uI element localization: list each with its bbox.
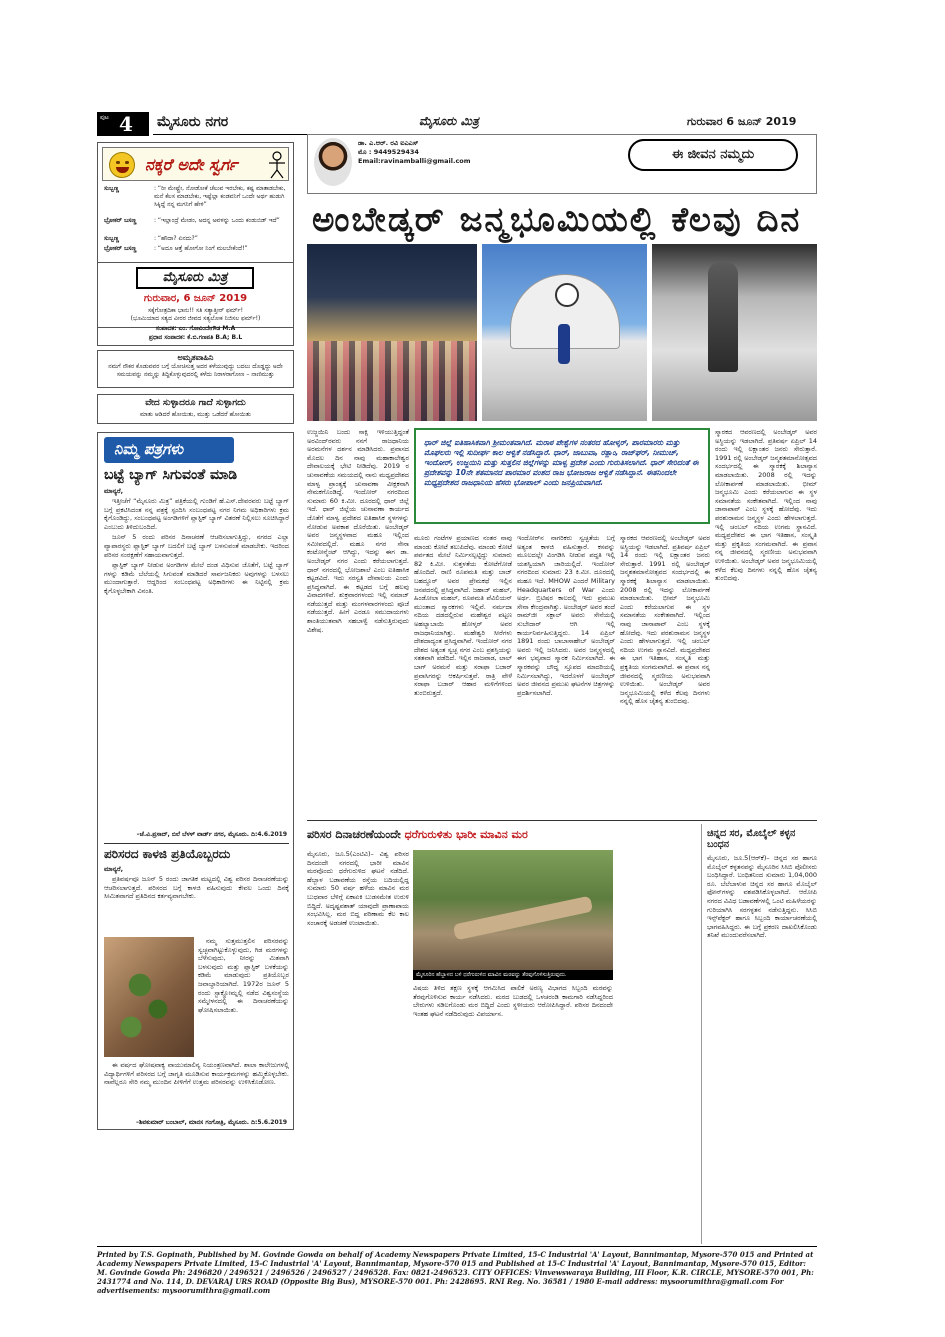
letter-signature: –ಶಿವಕುಮಾರ್ ಬಂಬಾಲ್, ಮಾನಸ ಗಂಗೋತ್ರಿ, ಮೈಸೂರು. ದಿ:5.6.2019 [135,1119,287,1126]
letters-banner-title: ನಿಮ್ಮ ಪತ್ರಗಳು [114,440,184,458]
quote-title: ಅಮೃತವಾಹಿನಿ [177,353,214,362]
main-headline: ಅಂಬೇಡ್ಕರ್ ಜನ್ಮಭೂಮಿಯಲ್ಲಿ ಕೆಲವು ದಿನ [312,200,802,240]
proverb-text: ಮಾತು ಆಡಿದರೆ ಹೋಯಿತು, ಮುತ್ತು ಒಡೆದರೆ ಹೋಯಿತು [140,411,251,418]
header-date: ಗುರುವಾರ 6 ಜೂನ್ 2019 [687,115,797,128]
tree-headline-part: ಪರಿಸರ ದಿನಾಚರಣೆಯಂದೇ [307,828,401,841]
article-column: ಸ್ಮಾರಕದ ಆವರಣದಲ್ಲಿ ಅಂಬೇಡ್ಕರ್ ಅವರ ಅಸ್ಥಿಯನ್ನು ಇಡಲಾಗಿದೆ. ಪ್ರತಿವರ್ಷ ಏಪ್ರಿಲ್ 14 ರಂದು ಇಲ್ಲಿ ಲಕ್ಷಾಂತರ ಜನರು ಸೇರುತ್ತಾರೆ. 1991 ರಲ್ಲಿ ಅಂಬೇಡ್ಕರ್ ಜನ್ಮಶತಮಾನೋತ್ಸವದ ಸಂದರ್ಭದಲ್ಲಿ ಈ ಸ್ಮಾರಕಕ್ಕೆ ಶಿಲಾನ್ಯಾಸ ಮಾಡಲಾಯಿತು. 2008 ರಲ್ಲಿ ಇದನ್ನು ಲೋಕಾರ್ಪಣೆ ಮಾಡಲಾಯಿತು. ಭೀಮ್ ಜನ್ಮಭೂಮಿ ಎಂದು ಕರೆಯಲಾಗುವ ಈ ಸ್ಥಳ ಸಮಾನತೆಯ ಸಂಕೇತವಾಗಿದೆ. ಇಲ್ಲಿಂದ ನಾವು ಜಾನಾಪಾವ್ ಎಂಬ ಸ್ಥಳಕ್ಕೆ ಹೋದೆವು. ಇದು ಪರಶುರಾಮನ ಜನ್ಮಸ್ಥಳ ಎಂದು ಹೇಳಲಾಗುತ್ತದೆ. ಇಲ್ಲಿ ಚಂಬಲ್ ನದಿಯ ಉಗಮ ಸ್ಥಾನವಿದೆ. ಮಧ್ಯಪ್ರದೇಶದ ಈ ಭಾಗ ಇತಿಹಾಸ, ಸಂಸ್ಕೃತಿ ಮತ್ತು ಪ್ರಕೃತಿಯ ಸಂಗಮವಾಗಿದೆ. ಈ ಪ್ರವಾಸ ನನ್ನ ಜೀವನದಲ್ಲಿ ಸ್ಮರಣೀಯ ಅನುಭವವಾಗಿ ಉಳಿಯಿತು. ಅಂಬೇಡ್ಕರ್ ಅವರ ಜನ್ಮಭೂಮಿಯಲ್ಲಿ ಕಳೆದ ಕೆಲವು ದಿನಗಳು ನನ್ನಲ್ಲಿ ಹೊಸ ಚೈತನ್ಯ ತುಂಬಿದವು. [715,428,817,583]
letters-banner [104,437,234,463]
article-column: ಸ್ಮಾರಕದ ಆವರಣದಲ್ಲಿ ಅಂಬೇಡ್ಕರ್ ಅವರ ಅಸ್ಥಿಯನ್ನು ಇಡಲಾಗಿದೆ. ಪ್ರತಿವರ್ಷ ಏಪ್ರಿಲ್ 14 ರಂದು ಇಲ್ಲಿ ಲಕ್ಷಾಂತರ ಜನರು ಸೇರುತ್ತಾರೆ. 1991 ರಲ್ಲಿ ಅಂಬೇಡ್ಕರ್ ಜನ್ಮಶತಮಾನೋತ್ಸವದ ಸಂದರ್ಭದಲ್ಲಿ ಈ ಸ್ಮಾರಕಕ್ಕೆ ಶಿಲಾನ್ಯಾಸ ಮಾಡಲಾಯಿತು. 2008 ರಲ್ಲಿ ಇದನ್ನು ಲೋಕಾರ್ಪಣೆ ಮಾಡಲಾಯಿತು. ಭೀಮ್ ಜನ್ಮಭೂಮಿ ಎಂದು ಕರೆಯಲಾಗುವ ಈ ಸ್ಥಳ ಸಮಾನತೆಯ ಸಂಕೇತವಾಗಿದೆ. ಇಲ್ಲಿಂದ ನಾವು ಜಾನಾಪಾವ್ ಎಂಬ ಸ್ಥಳಕ್ಕೆ ಹೋದೆವು. ಇದು ಪರಶುರಾಮನ ಜನ್ಮಸ್ಥಳ ಎಂದು ಹೇಳಲಾಗುತ್ತದೆ. ಇಲ್ಲಿ ಚಂಬಲ್ ನದಿಯ ಉಗಮ ಸ್ಥಾನವಿದೆ. ಮಧ್ಯಪ್ರದೇಶದ ಈ ಭಾಗ ಇತಿಹಾಸ, ಸಂಸ್ಕೃತಿ ಮತ್ತು ಪ್ರಕೃತಿಯ ಸಂಗಮವಾಗಿದೆ. ಈ ಪ್ರವಾಸ ನನ್ನ ಜೀವನದಲ್ಲಿ ಸ್ಮರಣೀಯ ಅನುಭವವಾಗಿ ಉಳಿಯಿತು. ಅಂಬೇಡ್ಕರ್ ಅವರ ಜನ್ಮಭೂಮಿಯಲ್ಲಿ ಕಳೆದ ಕೆಲವು ದಿನಗಳು ನನ್ನಲ್ಲಿ ಹೊಸ ಚೈತನ್ಯ ತುಂಬಿದವು. [620,534,710,706]
paragraph: ಇತ್ತೀಚೆಗೆ “ಮೈಸೂರು ಮಿತ್ರ” ಪತ್ರಿಕೆಯಲ್ಲಿ ಗುಂಡಿಗೆ ಹೆ.ಎಸ್.ದೇವರವರು ಬಟ್ಟೆ ಬ್ಯಾಗ್ ಬಗ್ಗೆ ಪ್ರಕಟಿಸಿದಂತ ನನ್ನ ಪತ್ರಕ್ಕೆ ಸ್ಪಂದಿಸಿ ಸಂಬಂಧಪಟ್ಟ ನಗರ ನಿಗಮ ಅಧಿಕಾರಿಗಳು ಕ್ರಮ ಕೈಗೊಂಡಿದ್ದು, ಸಂಬಂಧಪಟ್ಟ ಅಂಗಡಿಗಳಿಗೆ ಪ್ಲಾಸ್ಟಿಕ್ ಬ್ಯಾಗ್ ವಿತರಣೆ ನಿಲ್ಲಿಸಲು ಸೂಚಿಸಿದ್ದಾರೆ ಎಂಬುದು ತಿಳಿದುಬಂದಿದೆ. [104,497,289,531]
tree-headline [307,828,697,846]
section-name: ಮೈಸೂರು ನಗರ [157,114,229,130]
paragraph: ನಮ್ಮ ಸುತ್ತಮುತ್ತಲಿನ ಪರಿಸರವನ್ನು ಸ್ವಚ್ಛವಾಗಿಟ್ಟುಕೊಳ್ಳುವುದು, ಗಿಡ ಮರಗಳನ್ನು ಬೆಳೆಸುವುದು, ನೀರನ್ನು ಮಿತವಾಗಿ ಬಳಸುವುದು ಮತ್ತು ಪ್ಲಾಸ್ಟಿಕ್ ಬಳಕೆಯನ್ನು ಕಡಿಮೆ ಮಾಡುವುದು ಪ್ರತಿಯೊಬ್ಬರ ಜವಾಬ್ದಾರಿಯಾಗಿದೆ. 1972ರ ಜೂನ್ 5 ರಂದು ಸ್ಟಾಕ್ಹೋಮ್ನಲ್ಲಿ ನಡೆದ ವಿಶ್ವಸಂಸ್ಥೆಯ ಸಮ್ಮೇಳನದಲ್ಲಿ ಈ ದಿನಾಚರಣೆಯನ್ನು ಘೋಷಿಸಲಾಯಿತು. [198,937,289,1014]
masthead-logo: ಮೈಸೂರು ಮಿತ್ರ [136,267,254,289]
letter-signature: –ಜೆ.ವಿ.ಪ್ರಸಾದ್, ಬಿಲೆ ಬೆಳಳ್ ವಾರ್ಡ್ ನಗರ, ಮೈಸೂರು. ದಿ:4.6.2019 [136,831,287,838]
masthead-line: ಸಕ್ಕೆಗೋತ್ರದಿಕಾ ಭಾನು!! ಸತಿ ಸತ್ಯಾತ್ತೀರ್ ಫರ್ಮ್! [148,307,243,314]
masthead-box [97,262,294,346]
joke-banner [102,147,289,181]
letter-salutation: ಮಾನ್ಯರೆ, [104,865,124,873]
joke-speaker: ಸುಬ್ಬಣ್ಣ [104,235,119,242]
tree-story-column: ವಿಷಯ ತಿಳಿದ ತಕ್ಷಣ ಸ್ಥಳಕ್ಕೆ ಆಗಮಿಸಿದ ಪಾಲಿಕೆ ಅರಣ್ಯ ವಿಭಾಗದ ಸಿಬ್ಬಂದಿ ಮರವನ್ನು ತೆರವುಗೊಳಿಸುವ ಕಾರ್ಯ ನಡೆಸಿದರು. ಮರದ ಬುಡದಲ್ಲಿ ಒಳಚರಂಡಿ ಕಾಮಗಾರಿ ನಡೆಸಿದ್ದರಿಂದ ಬೇರುಗಳು ಸಡಿಲಗೊಂಡು ಮರ ಬಿದ್ದಿದೆ ಎಂದು ಸ್ಥಳೀಯರು ಆರೋಪಿಸಿದ್ದಾರೆ. ಪರಿಸರ ದಿನದಂದೇ ಇಂತಹ ಘಟನೆ ನಡೆದಿರುವುದು ವಿಪರ್ಯಾಸ. [413,984,613,1018]
chief-editor-line: ಪ್ರಧಾನ ಸಂಪಾದಕ: ಕೆ.ಬಿ.ಗಣಪತಿ B.A; B.L [148,334,243,341]
ambedkar-statue [558,324,570,364]
column-rule [701,824,702,1244]
article-column: ಉಜ್ಜಯಿನಿ ಬಂದು ಸಾಕ್ಷಿ ಇಳಿಯುತ್ತಿದ್ದಂತೆ ಅರವಿಂದ್‌ರವರು ನನಗೆ ರಾಜಧಾನಿಯ ಅರಮನೆಗಳ ದರ್ಶನ ಮಾಡಿಸಿದರು. ಪ್ರವಾಸದ ಮೊದಲ ದಿನ ನಾವು ಮಹಾಕಾಲೇಶ್ವರ ದೇವಾಲಯಕ್ಕೆ ಭೇಟಿ ನೀಡಿದೆವು. 2019 ರ ಚುನಾವಣೆಯ ಸಮಯದಲ್ಲಿ ನಾನು ಮಧ್ಯಪ್ರದೇಶದ ಮಾಳ್ವ ಪ್ರಾಂತ್ಯಕ್ಕೆ ಚುನಾವಣಾ ವೀಕ್ಷಕನಾಗಿ ನೇಮಕಗೊಂಡಿದ್ದೆ. ಇಂದೋರ್ ನಗರದಿಂದ ಸುಮಾರು 60 ಕಿ.ಮೀ. ದೂರದಲ್ಲಿ ಧಾರ್ ಜಿಲ್ಲೆ ಇದೆ. ಧಾರ್ ಜಿಲ್ಲೆಯ ಚುನಾವಣಾ ಕಾರ್ಯದ ಜೊತೆಗೆ ಮಾಳ್ವ ಪ್ರದೇಶದ ಐತಿಹಾಸಿಕ ಸ್ಥಳಗಳನ್ನು ನೋಡುವ ಅವಕಾಶ ದೊರೆಯಿತು. ಅಂಬೇಡ್ಕರ್ ಅವರ ಜನ್ಮಸ್ಥಳವಾದ ಮಹೂ ಇಲ್ಲಿಂದ ಸಮೀಪದಲ್ಲಿದೆ. ಮಹೂ ನಗರ ಸೇನಾ ಕಂಟೋನ್ಮೆಂಟ್ ಆಗಿದ್ದು, ಇದನ್ನು ಈಗ ಡಾ. ಅಂಬೇಡ್ಕರ್ ನಗರ ಎಂದು ಕರೆಯಲಾಗುತ್ತದೆ. ಧಾರ್ ನಗರದಲ್ಲಿ ಭೋಜಶಾಲೆ ಎಂಬ ಐತಿಹಾಸಿಕ ಕಟ್ಟಡವಿದೆ. ಇದು ಸರಸ್ವತಿ ದೇವಾಲಯ ಎಂದು ಪ್ರಸಿದ್ಧವಾಗಿದೆ. ಈ ಕಟ್ಟಡದ ಬಗ್ಗೆ ಹಲವು ವಿವಾದಗಳಿವೆ. ಶುಕ್ರವಾರಗಳಂದು ಇಲ್ಲಿ ನಮಾಜ್ ನಡೆಯುತ್ತದೆ ಮತ್ತು ಮಂಗಳವಾರಗಳಂದು ಪೂಜೆ ನಡೆಯುತ್ತದೆ. ಹೀಗೆ ಎರಡೂ ಸಮುದಾಯಗಳು ಶಾಂತಿಯುತವಾಗಿ ಸಹಬಾಳ್ವೆ ನಡೆಸುತ್ತಿರುವುದು ವಿಶೇಷ. [307,428,409,634]
proverb-box [97,394,294,424]
series-title: ಈ ಜೀವನ ನಮ್ಮದು [628,139,798,171]
standing-statue [708,262,738,372]
quote-box [97,350,294,388]
paragraph: ಪ್ಲಾಸ್ಟಿಕ್ ಬ್ಯಾಗ್ ನೀಡುವ ಅಂಗಡಿಗಳ ಮೇಲೆ ದಂಡ ವಿಧಿಸುವ ಜೊತೆಗೆ, ಬಟ್ಟೆ ಬ್ಯಾಗ್ ಗಳನ್ನು ಕಡಿಮೆ ಬೆಲೆಯಲ್ಲಿ ಸಿಗುವಂತೆ ಮಾಡಿದರೆ ಸಾರ್ವಜನಿಕರು ಅವುಗಳನ್ನು ಬಳಸಲು ಮುಂದಾಗುತ್ತಾರೆ. ಆದ್ದರಿಂದ ಸಂಬಂಧಪಟ್ಟ ಅಧಿಕಾರಿಗಳು ಈ ನಿಟ್ಟಿನಲ್ಲಿ ಕ್ರಮ ಕೈಗೊಳ್ಳಬೇಕಾಗಿ ವಿನಂತಿ. [104,561,289,595]
proverb-title: ವೇದ ಸುಳ್ಳಾದರೂ ಗಾದೆ ಸುಳ್ಳಾಗದು [145,398,246,408]
hands-holding-plants-photo [104,937,194,1057]
page-number: 4 [119,112,133,136]
laughing-face-icon [109,152,135,178]
newspaper-page [97,112,817,1250]
letter-salutation: ಮಾನ್ಯರೆ, [104,487,124,495]
letter-body [104,1061,289,1117]
author-email: Email:ravinamballi@gmail.com [358,157,471,165]
chain-story-body: ಮೈಸೂರು, ಜೂ.5(ಆರ್‌ಕೆ)– ಚಿನ್ನದ ಸರ ಹಾಗೂ ಮೊಬೈಲ್ ಕಳ್ಳತನವನ್ನು ಮೈಸೂರಿನ ಸಿಸಿಬಿ ಪೊಲೀಸರು ಬಂಧಿಸಿದ್ದಾರೆ. ಬಂಧಿತನಿಂದ ಸುಮಾರು 1,04,000 ರೂ. ಬೆಲೆಬಾಳುವ ಚಿನ್ನದ ಸರ ಹಾಗೂ ಮೊಬೈಲ್ ಫೋನ್‌ಗಳನ್ನು ವಶಪಡಿಸಿಕೊಳ್ಳಲಾಗಿದೆ. ಆರೋಪಿ ನಗರದ ವಿವಿಧ ಬಡಾವಣೆಗಳಲ್ಲಿ ಒಂಟಿ ಮಹಿಳೆಯರನ್ನು ಗುರಿಯಾಗಿಸಿ ಸರಗಳ್ಳತನ ನಡೆಸುತ್ತಿದ್ದನು. ಸಿಸಿಬಿ ಇನ್ಸ್‌ಪೆಕ್ಟರ್ ಹಾಗೂ ಸಿಬ್ಬಂದಿ ಕಾರ್ಯಾಚರಣೆಯಲ್ಲಿ ಭಾಗವಹಿಸಿದ್ದರು. ಈ ಬಗ್ಗೆ ಪ್ರಕರಣ ದಾಖಲಿಸಿಕೊಂಡು ತನಿಖೆ ಮುಂದುವರೆಸಲಾಗಿದೆ. [707,854,817,940]
paragraph: ಜೂನ್ 5 ರಂದು ಪರಿಸರ ದಿನಾಚರಣೆ ಆಚರಿಸಲಾಗುತ್ತಿದ್ದು, ನಗರದ ಎಲ್ಲಾ ವ್ಯಾಪಾರಸ್ಥರು ಪ್ಲಾಸ್ಟಿಕ್ ಬ್ಯಾಗ್ ಬದಲಿಗೆ ಬಟ್ಟೆ ಬ್ಯಾಗ್ ಬಳಸುವಂತೆ ಮಾಡಬೇಕು. ಇದರಿಂದ ಪರಿಸರ ಸಂರಕ್ಷಣೆಗೆ ಸಹಾಯವಾಗುತ್ತದೆ. [104,533,289,559]
joke-title: ನಕ್ಕರೆ ಅದೇ ಸ್ವರ್ಗ [145,155,238,174]
joke-line [104,235,290,243]
page-label: ಪುಟ [100,114,109,121]
quote-text: ನಮಗೆ ನೌಕರ ಕೊಡುವವರ ಬಗ್ಗೆ ಯೋಚಿಸುತ್ತ ಅದರ ಕಳೆಯುವುದ್ದು ಬದಲು ದೊಡ್ಡದ್ದು ಅದೇ ಸಮಯವನ್ನು ನಮ್ಮನ್ನು ತಿದ್ದಿಕೊಳ್ಳುವುದರಲ್ಲಿ ಕಳೆದು ನಿರಾಳರಾಗೋಣ – ನಾಣಿಮುತ್ತು [108,363,283,378]
joke-speaker: ಬ್ರೋಕರ್ ಬಸಣ್ಣ [104,217,137,224]
letter-headline: ಪರಿಸರದ ಕಾಳಜಿ ಪ್ರತಿಯೊಬ್ಬರದು [104,847,231,861]
letter-body [104,497,289,827]
paragraph: ಈ ವರ್ಷದ ಘೋಷವಾಕ್ಯ ವಾಯುಮಾಲಿನ್ಯ ನಿಯಂತ್ರಣವಾಗಿದೆ. ಶಾಲಾ ಕಾಲೇಜುಗಳಲ್ಲಿ ವಿದ್ಯಾರ್ಥಿಗಳಿಗೆ ಪರಿಸರದ ಬಗ್ಗೆ ಜಾಗೃತಿ ಮೂಡಿಸುವ ಕಾರ್ಯಕ್ರಮಗಳನ್ನು ಹಮ್ಮಿಕೊಳ್ಳಬೇಕು. ನಾವೆಲ್ಲರೂ ಸೇರಿ ನಮ್ಮ ಮುಂದಿನ ಪೀಳಿಗೆಗೆ ಉತ್ತಮ ಪರಿಸರವನ್ನು ಉಳಿಸಿಕೊಡೋಣ. [104,1061,289,1087]
stick-figure-icon [265,151,289,179]
joke-speaker: ಸುಬ್ಬಣ್ಣ [104,185,119,192]
chain-snatch-headline: ಚಿನ್ನದ ಸರ, ಮೊಬೈಲ್ ಕಳ್ಳನ ಬಂಧನ [707,828,796,850]
pull-quote-text: ಧಾರ್ ಜಿಲ್ಲೆ ಐತಿಹಾಸಿಕವಾಗಿ ಶ್ರೀಮಂತವಾಗಿದೆ. ಮರಾಠ ಪೇಶ್ವೆಗಳ ನಂತರದ ಹೋಳ್ಕರ್, ಪಾರಮಾರರು ಮತ್ತು ಮೊಘಲರು ಇಲ್ಲಿ ಸುದೀರ್ಘ ಕಾಲ ಆಳ್ವಿಕೆ ನಡೆಸಿದ್ದಾರೆ. ಧಾರ್, ಜಾಬುವಾ, ರತ್ಲಾಂ, ರಾಜ್‌ಘರ್, ನೀಮುಚ್, ಇಂದೋರ್, ಉಜ್ಜಯಿನಿ ಮತ್ತು ಸುತ್ತಲಿನ ಜಿಲ್ಲೆಗಳನ್ನು ಮಾಳ್ವ ಪ್ರದೇಶ ಎಂದು ಗುರುತಿಸಲಾಗಿದೆ. ಧಾರ್ ಸೇರಿದಂತೆ ಈ ಪ್ರದೇಶವನ್ನು 10ನೇ ಶತಮಾನದ ಪಾರಮಾರ ವಂಶದ ರಾಜ ಭೋಜರಾಜ ಆಳ್ವಿಕೆ ನಡೆಸಿದ್ದಾನೆ. ಈತನಿಂದಲೇ ಮಧ್ಯಪ್ರದೇಶದ ರಾಜಧಾನಿಯ ಹೆಸರು ಭೋಪಾಲ್ ಎಂದು ಜನಪ್ರಿಯವಾಗಿದೆ. [424,438,699,487]
photo-caption: ಮೈಸೂರಿನ ಹೆಬ್ಬಾಳದ ಬಳಿ ಧರೆಗುರುಳಿದ ಮಾವಿನ ಮರವನ್ನು ತೆರವುಗೊಳಿಸುತ್ತಿರುವುದು. [413,970,613,980]
ambedkar-memorial-photo [482,244,647,421]
divider [104,843,289,844]
page-number-badge [97,112,149,136]
tree-headline-part: ಧರೆಗುರುಳಿತು ಭಾರೀ ಮಾವಿನ ಮರ [404,828,528,841]
paragraph: ಪ್ರತಿವರ್ಷವೂ ಜೂನ್ 5 ರಂದು ಜಾಗತಿಕ ಮಟ್ಟದಲ್ಲಿ ವಿಶ್ವ ಪರಿಸರ ದಿನಾಚರಣೆಯನ್ನು ಆಚರಿಸಲಾಗುತ್ತದೆ. ಪರಿಸರದ ಬಗ್ಗೆ ಕಾಳಜಿ ವಹಿಸುವುದು ಕೇವಲ ಒಂದು ದಿನಕ್ಕೆ ಸೀಮಿತವಾಗದೆ ಪ್ರತಿದಿನದ ಕರ್ತವ್ಯವಾಗಬೇಕು. [104,875,289,901]
joke-dialogue: : “ಹೌದಾ? ಏನದು?” [154,235,198,242]
author-photo [314,138,352,186]
masthead-line: (ಭೂಮಿಯಾದ ಸತ್ಯದ ವೀರರ ಜೀವದ ಸತ್ಯಲೋಕ ನಿಜಿಸಲ ಫರ್ಮ್!) [130,315,261,322]
joke-line [104,185,290,215]
author-box [307,134,817,194]
joke-line [104,245,290,261]
joke-dialogue: : “ಅದೂ ಆತ್ತೆ ಹೋಗೋ ನಿಂಗೆ ಮಲಬೇಕೆಂದೆ!” [154,245,248,252]
joke-dialogue: : “ಇಲ್ಲಾಂದ್ರೆ ಮೇಡಂ, ಅದನ್ನ ಅವಳನ್ನು ಒಂದು ಕಂಡುಬಿಡ್ ಇದೆ” [154,217,280,224]
author-name: ಡಾ. ಎ.ಆರ್. ರವಿ ಐಎಎಸ್ [358,139,419,147]
masthead-date: ಗುರುವಾರ, 6 ಜೂನ್ 2019 [143,293,248,304]
letters-column [97,432,294,1130]
masthead: ಮೈಸೂರು ಮಿತ್ರ [419,114,479,128]
tree-story-column: ಮೈಸೂರು, ಜೂ.5(ಎಂಟಿವಿ)– ವಿಶ್ವ ಪರಿಸರ ದಿನದಂದೇ ನಗರದಲ್ಲಿ ಭಾರೀ ಮಾವಿನ ಮರವೊಂದು ಧರೆಗುರುಳಿದ ಘಟನೆ ನಡೆದಿದೆ. ಹೆಬ್ಬಾಳ ಬಡಾವಣೆಯ ರಸ್ತೆಯ ಬದಿಯಲ್ಲಿದ್ದ ಸುಮಾರು 50 ವರ್ಷ ಹಳೆಯ ಮಾವಿನ ಮರ ಬುಧವಾರ ಬೆಳಿಗ್ಗೆ ಏಕಾಏಕಿ ಬುಡಸಮೇತ ಉರುಳಿ ಬಿದ್ದಿದೆ. ಅದೃಷ್ಟವಶಾತ್ ಯಾವುದೇ ಪ್ರಾಣಾಪಾಯ ಸಂಭವಿಸಿಲ್ಲ. ಮರ ಬಿದ್ದ ಪರಿಣಾಮ ಕೆಲ ಕಾಲ ಸಂಚಾರಕ್ಕೆ ಅಡಚಣೆ ಉಂಟಾಯಿತು. [307,850,409,927]
joke-dialogue: : “ರೀ ಮೇಷ್ಟ್ರೇ, ನೋಡೋಕೆ ಚೆಲುವ ಇರಬೇಕು, ಕಷ್ಟ ಮಾತಾಡಬೇಕು, ಮನೆ ಕೆಲಸ ಮಾಡಬೇಕು, ಇಷ್ಟೆಲ್ಲಾ ಕಂಡವನಿಗೆ ಒಂದೇ ಅರ್ಥ ಹುಡುಗಿ ಸಿಕ್ಕಿದ್ದೆ ನನ್ನ ಮಗನಿಗೆ ಹೇಳಿ” [154,185,286,208]
pull-quote [414,428,710,524]
joke-line [104,217,290,233]
editor-line: ಸಂಪಾದಕ: ಎಂ. ಗೋವಿಂದೇಗೌಡ M.A [155,325,236,332]
section-divider [307,820,817,821]
market-street-photo [307,244,477,421]
letter-body [198,937,289,1057]
letter-body [104,875,289,935]
author-mobile: ಮೊ : 9449529434 [358,148,419,156]
fallen-tree-photo [413,850,613,970]
article-column: ಇಂದೋರ್‌ನ ನಾಗರಿಕರು ಸ್ವಚ್ಛತೆಯ ಬಗ್ಗೆ ಅತ್ಯಂತ ಕಾಳಜಿ ವಹಿಸುತ್ತಾರೆ. ಕಸವನ್ನು ಮೂಲದಲ್ಲೇ ವಿಂಗಡಿಸಿ ನೀಡುವ ಪದ್ಧತಿ ಇಲ್ಲಿ ಯಶಸ್ವಿಯಾಗಿ ಜಾರಿಯಲ್ಲಿದೆ. ಇಂದೋರ್ ನಗರದಿಂದ ಸುಮಾರು 23 ಕಿ.ಮೀ. ದೂರದಲ್ಲಿ ಮಹೂ ಇದೆ. MHOW ಎಂದರೆ Military Headquarters of War ಎಂದು ಅರ್ಥ. ಬ್ರಿಟಿಷರ ಕಾಲದಲ್ಲಿ ಇದು ಪ್ರಮುಖ ಸೇನಾ ಕೇಂದ್ರವಾಗಿತ್ತು. ಅಂಬೇಡ್ಕರ್ ಅವರ ತಂದೆ ರಾಮ್‌ಜೀ ಸಕ್ಪಾಲ್ ಅವರು ಸೇನೆಯಲ್ಲಿ ಸುಬೇದಾರ್ ಆಗಿ ಇಲ್ಲಿ ಕಾರ್ಯನಿರ್ವಹಿಸುತ್ತಿದ್ದರು. 14 ಏಪ್ರಿಲ್ 1891 ರಂದು ಬಾಬಾಸಾಹೇಬ್ ಅಂಬೇಡ್ಕರ್ ಅವರು ಇಲ್ಲಿ ಜನಿಸಿದರು. ಅವರ ಜನ್ಮಸ್ಥಳದಲ್ಲಿ ಈಗ ಭವ್ಯವಾದ ಸ್ಮಾರಕ ನಿರ್ಮಿಸಲಾಗಿದೆ. ಈ ಸ್ಮಾರಕವನ್ನು ಬೌದ್ಧ ಸ್ತೂಪದ ಮಾದರಿಯಲ್ಲಿ ನಿರ್ಮಿಸಲಾಗಿದ್ದು, ಇದರೊಳಗೆ ಅಂಬೇಡ್ಕರ್ ಅವರ ಜೀವನದ ಪ್ರಮುಖ ಘಟನೆಗಳ ಚಿತ್ರಗಳನ್ನು ಪ್ರದರ್ಶಿಸಲಾಗಿದೆ. [517,534,615,697]
footer-rule [97,1246,817,1247]
statue-photo [652,244,817,421]
article-column: ಮೂರು ಗಂಟೆಗಳ ಪ್ರಯಾಣದ ನಂತರ ನಾವು ಮಾಂಡು ಕೋಟೆ ತಲುಪಿದೆವು. ಮಾಂಡು ಕೋಟೆ ಪರ್ವತದ ಮೇಲೆ ನಿರ್ಮಿಸಲ್ಪಟ್ಟಿದ್ದು ಸುಮಾರು 82 ಕಿ.ಮೀ. ಸುತ್ತಳತೆಯ ಕೋಟೆಗೋಡೆ ಹೊಂದಿದೆ. ರಾಣಿ ರೂಪಮತಿ ಮತ್ತು ಬಾಜ್ ಬಹದ್ದೂರ್ ಅವರ ಪ್ರೇಮಕಥೆ ಇಲ್ಲಿನ ಜನಪದರಲ್ಲಿ ಪ್ರಸಿದ್ಧವಾಗಿದೆ. ಜಹಾಜ್ ಮಹಲ್, ಹಿಂಡೋಲಾ ಮಹಲ್, ರೂಪಮತಿ ಪೆವಿಲಿಯನ್ ಮುಂತಾದ ಸ್ಮಾರಕಗಳು ಇಲ್ಲಿವೆ. ನರ್ಮದಾ ನದಿಯ ದಡದಲ್ಲಿರುವ ಮಹೇಶ್ವರ ಪಟ್ಟಣ ಅಹಲ್ಯಾಬಾಯಿ ಹೋಳ್ಕರ್ ಅವರ ರಾಜಧಾನಿಯಾಗಿತ್ತು. ಮಹೇಶ್ವರಿ ಸೀರೆಗಳು ದೇಶದಾದ್ಯಂತ ಪ್ರಸಿದ್ಧವಾಗಿವೆ. ಇಂದೋರ್ ನಗರ ದೇಶದ ಅತ್ಯಂತ ಸ್ವಚ್ಛ ನಗರ ಎಂಬ ಪ್ರಶಸ್ತಿಯನ್ನು ಸತತವಾಗಿ ಪಡೆದಿದೆ. ಇಲ್ಲಿನ ರಾಜವಾಡ, ಲಾಲ್ ಬಾಗ್ ಅರಮನೆ ಮತ್ತು ಸರಾಫಾ ಬಜಾರ್ ಪ್ರವಾಸಿಗರನ್ನು ಆಕರ್ಷಿಸುತ್ತವೆ. ರಾತ್ರಿ ವೇಳೆ ಸರಾಫಾ ಬಜಾರ್ ಆಹಾರ ಮಳಿಗೆಗಳಿಂದ ತುಂಬಿರುತ್ತದೆ. [414,534,512,697]
joke-speaker: ಬ್ರೋಕರ್ ಬಸಣ್ಣ [104,245,137,252]
letter-headline: ಬಟ್ಟೆ ಬ್ಯಾಗ್ ಸಿಗುವಂತೆ ಮಾಡಿ [104,467,238,483]
printer-imprint: Printed by T.S. Gopinath, Published by M. Govinde Gowda on behalf of Academy Newspapers Private Limited, 15-C Industrial 'A' Layout, Bannimantap, Mysore-570 015 and Printed at Academy Newspapers Private Limited, 15-C Industrial 'A' Layout, Bannimantap, Mysore-570 015 and Published at 15-C Industrial 'A' Layout, Bannimantap, Mysore-570 015, Editor: M. Govinde Gowda Ph: 2496820 / 2496521 / 2496526 / 2496527 / 2496528. Fax: 0821-2496523. CITY OFFICES: Vinvewswaraya Building, III Floor, K.R. CIRCLE, MYSORE-570 001, Ph: 2431774 and No. 114, D. DEVARAJ URS ROAD (Opposite Big Bus), MYSORE-570 001. Ph: 2428695. RNI Reg. No. 36581 / 1980 E-mail address: mysoorumithra@gmail.com For advertisements: mysoorumithra@gmail.com [97,1250,814,1295]
